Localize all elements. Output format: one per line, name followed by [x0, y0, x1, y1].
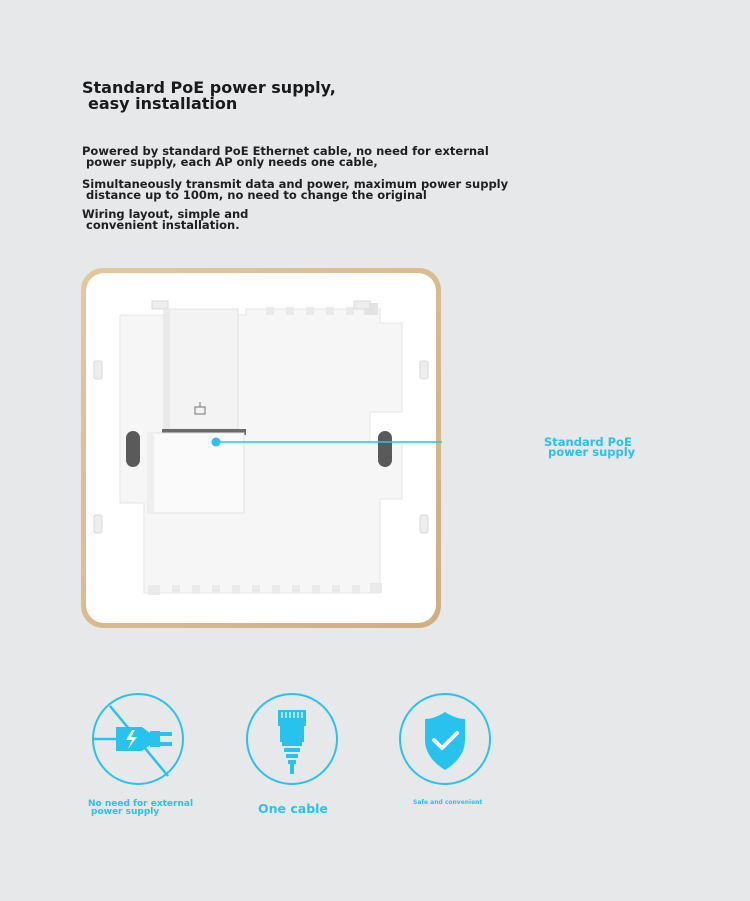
connector-housing [164, 309, 238, 429]
ethernet-port-block [148, 433, 244, 513]
description-line: Simultaneously transmit data and power, maximum power supply [82, 177, 509, 191]
feature-label-no-external-power [88, 800, 193, 816]
callout-line-1: Standard PoE [544, 435, 632, 449]
no-power-adapter-icon [90, 692, 186, 788]
description-paragraph [82, 179, 508, 201]
description-line: Wiring layout, simple and [82, 207, 249, 221]
feature-label-safe-convenient: Safe and convenient [413, 799, 483, 806]
feature-safe-convenient [397, 692, 493, 788]
description-paragraph [82, 209, 248, 231]
title-line-1: Standard PoE power supply, [82, 78, 336, 97]
feature-one-cable [244, 692, 340, 788]
title-line-2: easy installation [88, 94, 238, 113]
callout-line-2: power supply [548, 445, 636, 459]
screw-slot-right [378, 431, 392, 467]
ethernet-cable-icon [244, 692, 340, 788]
page-title [82, 80, 336, 112]
callout-dot [212, 438, 221, 447]
description-line: Powered by standard PoE Ethernet cable, no need for external [82, 144, 489, 158]
feature-label-one-cable: One cable [258, 801, 328, 816]
shield-check-icon [397, 692, 493, 788]
screw-slot-left [126, 431, 140, 467]
wall-panel-ap-image [80, 267, 442, 629]
feature-label-line: No need for external [88, 799, 194, 809]
feature-no-external-power [90, 692, 186, 788]
description-paragraph [82, 146, 489, 168]
feature-label-line: power supply [91, 807, 160, 817]
description-line: convenient installation. [86, 218, 240, 232]
callout-label [544, 437, 635, 457]
description-line: distance up to 100m, no need to change the original [86, 188, 427, 202]
description-line: power supply, each AP only needs one cable, [86, 155, 378, 169]
